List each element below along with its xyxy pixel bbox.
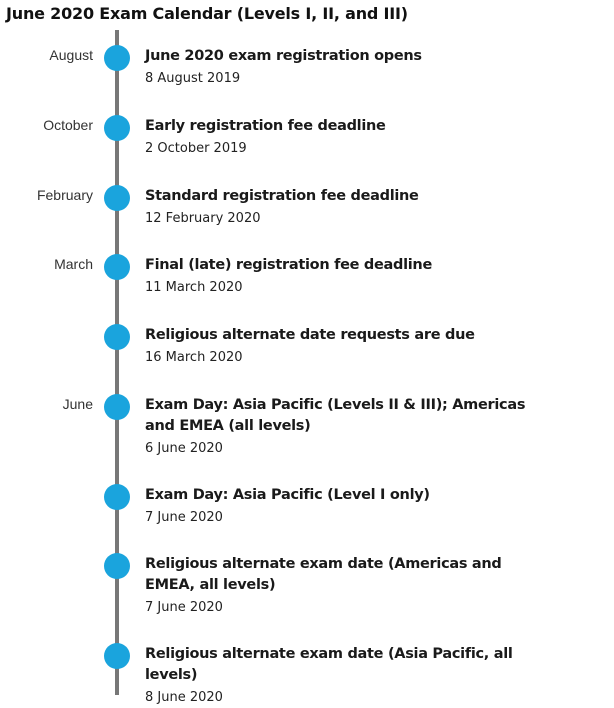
timeline-dot-icon <box>104 185 130 211</box>
event-date: 6 June 2020 <box>145 441 223 456</box>
event-date: 2 October 2019 <box>145 141 247 156</box>
event-date: 16 March 2020 <box>145 350 243 365</box>
event-content <box>145 644 545 708</box>
event-month: August <box>49 47 93 63</box>
event-date: 12 February 2020 <box>145 211 261 226</box>
timeline-dot-icon <box>104 115 130 141</box>
event-content <box>145 186 545 229</box>
page-title: June 2020 Exam Calendar (Levels I, II, and III) <box>6 4 408 23</box>
event-title: Religious alternate date requests are due <box>145 327 475 343</box>
timeline-dot-icon <box>104 484 130 510</box>
event-title: Religious alternate exam date (Americas and EMEA, all levels) <box>145 556 502 593</box>
event-content <box>145 116 545 159</box>
event-content <box>145 46 545 89</box>
timeline-dot-icon <box>104 254 130 280</box>
timeline-dot-icon <box>104 324 130 350</box>
event-title: Standard registration fee deadline <box>145 188 419 204</box>
event-date: 8 August 2019 <box>145 71 241 86</box>
event-date: 8 June 2020 <box>145 690 223 705</box>
event-month: February <box>36 187 93 203</box>
event-month: March <box>54 256 93 272</box>
event-title: Religious alternate exam date (Asia Pacific, all levels) <box>145 646 513 683</box>
timeline-dot-icon <box>104 553 130 579</box>
event-content <box>145 255 545 298</box>
timeline-dot-icon <box>104 45 130 71</box>
event-content <box>145 554 545 618</box>
event-content <box>145 395 545 459</box>
event-title: Final (late) registration fee deadline <box>145 257 432 273</box>
timeline-dot-icon <box>104 643 130 669</box>
event-date: 7 June 2020 <box>145 510 223 525</box>
event-content <box>145 485 545 528</box>
event-date: 11 March 2020 <box>145 280 243 295</box>
event-title: Early registration fee deadline <box>145 118 386 134</box>
event-content <box>145 325 545 368</box>
event-title: Exam Day: Asia Pacific (Levels II & III); Americas and EMEA (all levels) <box>145 397 526 434</box>
event-title: June 2020 exam registration opens <box>145 48 422 64</box>
event-date: 7 June 2020 <box>145 600 223 615</box>
event-month: October <box>43 117 93 133</box>
event-title: Exam Day: Asia Pacific (Level I only) <box>145 487 430 503</box>
timeline-dot-icon <box>104 394 130 420</box>
event-month: June <box>62 396 93 412</box>
